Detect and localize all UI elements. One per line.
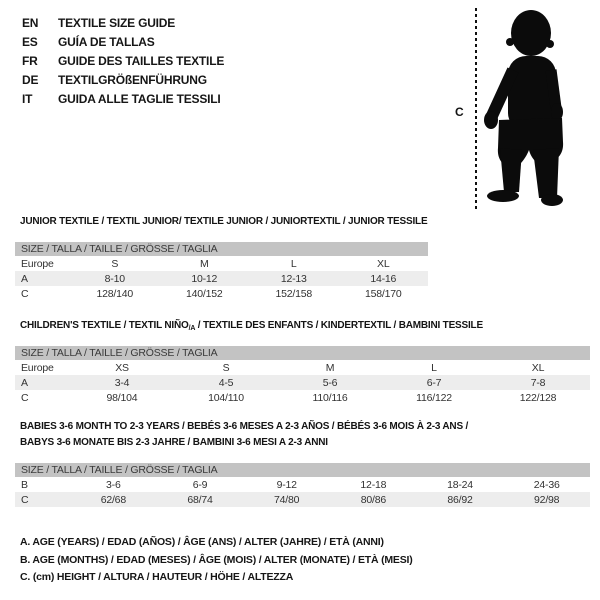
table-row-age-months	[15, 477, 590, 492]
language-row-fr	[22, 51, 224, 70]
language-code: IT	[22, 91, 33, 106]
row-label: Europe	[21, 361, 54, 374]
height-dashed-line	[475, 8, 477, 209]
size-cell: 74/80	[274, 493, 300, 506]
babies-section-title-line2: BABYS 3-6 MONATE BIS 2-3 JAHRE / BAMBINI 3-6 MESI A 2-3 ANNI	[20, 437, 328, 448]
row-label: B	[21, 478, 28, 491]
language-row-it	[22, 89, 224, 108]
children-title-suffix: / TEXTILE DES ENFANTS / KINDERTEXTIL / BAMBINI TESSILE	[195, 320, 483, 331]
row-label: C	[21, 493, 29, 506]
size-cell: S	[111, 257, 119, 270]
size-cell: 3-4	[114, 376, 130, 389]
height-c-label: C	[455, 105, 464, 119]
language-title: GUIDE DES TAILLES TEXTILE	[58, 53, 225, 68]
language-title-list	[22, 13, 224, 108]
size-cell: 80/86	[360, 493, 386, 506]
size-cell: 3-6	[106, 478, 121, 491]
children-title-prefix: CHILDREN'S TEXTILE / TEXTIL NIÑO	[20, 320, 189, 331]
size-cell: 104/110	[208, 391, 244, 404]
size-cell: 8-10	[104, 272, 125, 285]
size-cell: 9-12	[276, 478, 297, 491]
babies-section-title-line1: BABIES 3-6 MONTH TO 2-3 YEARS / BEBÉS 3-6 MESES A 2-3 AÑOS / BÉBÉS 3-6 MOIS À 2-3 ANS /	[20, 421, 469, 432]
size-cell: L	[431, 361, 437, 374]
size-cell: L	[290, 257, 297, 270]
size-cell: 110/116	[312, 391, 348, 404]
size-cell: 24-36	[533, 478, 560, 491]
row-label: Europe	[21, 257, 54, 270]
footnote-b: B. AGE (MONTHS) / EDAD (MESES) / ÂGE (MOIS) / ALTER (MONATE) / ETÀ (MESI)	[20, 553, 413, 566]
children-section-title	[20, 320, 483, 332]
junior-size-table	[15, 242, 428, 301]
table-row-europe	[15, 360, 590, 375]
footnote-a: A. AGE (YEARS) / EDAD (AÑOS) / ÂGE (ANS) / ALTER (JAHRE) / ETÀ (ANNI)	[20, 536, 384, 548]
size-cell: 10-12	[191, 272, 218, 285]
language-row-es	[22, 32, 224, 51]
size-cell: 4-5	[218, 376, 234, 389]
size-cell: 68/74	[187, 493, 213, 506]
size-cell: 92/98	[534, 493, 560, 506]
size-cell: 12-18	[360, 478, 387, 491]
size-cell: 5-6	[322, 376, 338, 389]
table-row-europe	[15, 256, 428, 271]
row-label: C	[21, 287, 29, 300]
size-cell: XL	[531, 361, 545, 374]
row-label: A	[21, 272, 28, 285]
size-cell: 152/158	[275, 287, 313, 300]
children-title-subscript: /A	[188, 325, 196, 332]
size-cell: 158/170	[364, 287, 402, 300]
size-cell: XS	[115, 361, 129, 374]
size-cell: 7-8	[530, 376, 546, 389]
language-code: FR	[22, 53, 38, 68]
footnotes	[20, 536, 413, 589]
language-title: GUIDA ALLE TAGLIE TESSILI	[58, 91, 221, 106]
table-row-age	[15, 271, 428, 286]
language-code: EN	[22, 15, 39, 30]
junior-section-title: JUNIOR TEXTILE / TEXTIL JUNIOR/ TEXTILE JUNIOR / JUNIORTEXTIL / JUNIOR TESSILE	[20, 216, 428, 227]
language-code: DE	[22, 72, 39, 87]
footnote-c: C. (cm) HEIGHT / ALTURA / HAUTEUR / HÖHE / ALTEZZA	[20, 571, 294, 583]
language-title: TEXTILE SIZE GUIDE	[58, 15, 176, 30]
table-row-height	[15, 492, 590, 507]
size-cell: 6-7	[426, 376, 442, 389]
size-cell: S	[222, 361, 230, 374]
row-label: C	[21, 391, 29, 404]
baby-silhouette-icon	[483, 8, 567, 208]
language-title: GUÍA DE TALLAS	[58, 34, 155, 49]
size-header-bar: SIZE / TALLA / TAILLE / GRÖSSE / TAGLIA	[15, 242, 428, 256]
row-label: A	[21, 376, 28, 389]
table-row-age	[15, 375, 590, 390]
babies-size-table	[15, 463, 590, 507]
size-cell: 122/128	[519, 391, 557, 404]
size-cell: 62/68	[100, 493, 126, 506]
table-row-height	[15, 390, 590, 405]
size-cell: 128/140	[96, 287, 134, 300]
language-row-de	[22, 70, 224, 89]
size-cell: 116/122	[416, 391, 452, 404]
children-size-table	[15, 346, 590, 405]
size-cell: 18-24	[447, 478, 473, 491]
size-cell: 140/152	[185, 287, 223, 300]
size-cell: 12-13	[280, 272, 307, 285]
language-row-en	[22, 13, 224, 32]
size-cell: 86/92	[447, 493, 473, 506]
size-header-bar: SIZE / TALLA / TAILLE / GRÖSSE / TAGLIA	[15, 463, 590, 477]
size-cell: M	[325, 361, 335, 374]
size-header-bar: SIZE / TALLA / TAILLE / GRÖSSE / TAGLIA	[15, 346, 590, 360]
size-cell: M	[199, 257, 209, 270]
size-cell: XL	[377, 257, 390, 270]
size-cell: 98/104	[106, 391, 138, 404]
size-cell: 14-16	[370, 272, 397, 285]
table-row-height	[15, 286, 428, 301]
size-cell: 6-9	[192, 478, 208, 491]
language-title: TEXTILGRÖßENFÜHRUNG	[58, 72, 207, 87]
language-code: ES	[22, 34, 38, 49]
